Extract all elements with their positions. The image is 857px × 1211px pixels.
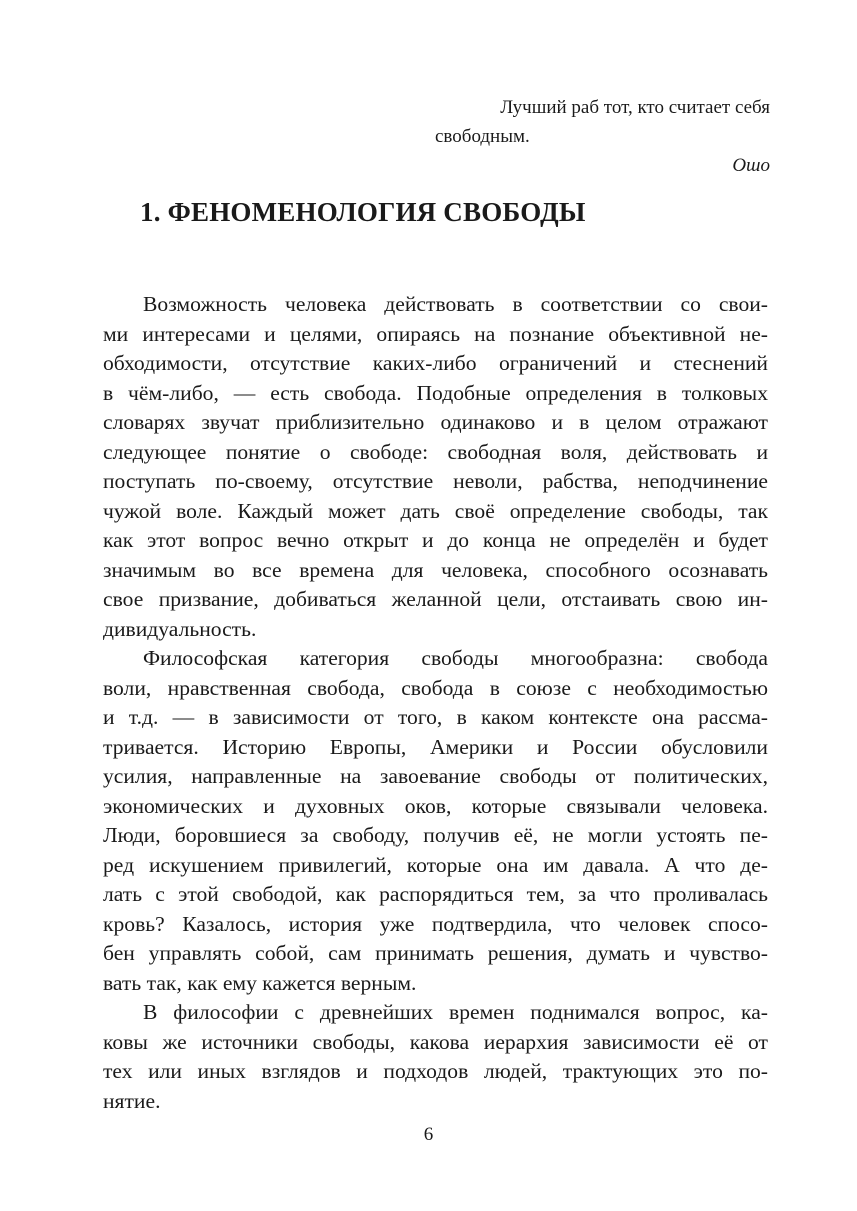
text-line: значимым во все времена для человека, способного осознавать [103,557,768,582]
text-line: лать с этой свободой, как распорядиться тем, за что проливалась [103,882,768,906]
text-line: вать так, как ему кажется верным. [103,970,417,995]
text-line: и т.д. — в зависимости от того, в каком контексте она рассма- [103,705,768,729]
text-line: обходимости, отсутствие каких-либо ограничений и стеснений [103,351,768,375]
text-line: поступать по-своему, отсутствие неволи, рабства, неподчинение [103,469,768,493]
text-line: тривается. Историю Европы, Америки и России обусловили [103,734,768,759]
text-line: ред искушением привилегий, которые она им давала. А что де- [103,852,768,877]
text-line: нятие. [103,1088,161,1113]
text-line: как этот вопрос вечно открыт и до конца не определён и будет [103,528,768,552]
text-line: Философская категория свободы многообразна: свобода [143,646,768,670]
text-line: ми интересами и целями, опираясь на познание объективной не- [103,321,768,346]
body-text [103,290,768,1116]
text-line: дивидуальность. [103,616,257,641]
text-line: Люди, боровшиеся за свободу, получив её, не могли устоять пе- [103,823,768,847]
epigraph-author: Ошо [732,155,770,176]
text-line: словарях звучат приблизительно одинаково и в целом отражают [103,410,768,434]
paragraph [103,290,768,644]
text-line: в чём-либо, — есть свобода. Подобные определения в толковых [103,380,768,405]
page-number: 6 [423,1124,434,1145]
text-line: воли, нравственная свобода, свобода в союзе с необходимостью [103,675,768,700]
epigraph-line: свободным. [435,126,530,147]
text-line: следующее понятие о свободе: свободная воля, действовать и [103,439,768,464]
epigraph [430,93,770,180]
text-line: Возможность человека действовать в соответствии со свои- [143,292,768,316]
paragraph [103,998,768,1116]
text-line: В философии с древнейших времен поднимался вопрос, ка- [143,1000,768,1024]
text-line: кровь? Казалось, история уже подтвердила, что человек спосо- [103,911,768,936]
paragraph [103,644,768,998]
text-line: тех или иных взглядов и подходов людей, трактующих это по- [103,1059,768,1083]
text-line: бен управлять собой, сам принимать решения, думать и чувство- [103,941,768,965]
text-line: экономических и духовных оков, которые связывали человека. [103,793,768,818]
text-line: свое призвание, добиваться желанной цели, отстаивать свою ин- [103,587,768,611]
chapter-title: 1. ФЕНОМЕНОЛОГИЯ СВОБОДЫ [140,197,586,227]
epigraph-line: Лучший раб тот, кто считает себя [500,97,770,118]
text-line: чужой воле. Каждый может дать своё определение свободы, так [103,498,768,523]
text-line: усилия, направленные на завоевание свободы от политических, [103,764,768,788]
text-line: ковы же источники свободы, какова иерархия зависимости её от [103,1029,768,1054]
